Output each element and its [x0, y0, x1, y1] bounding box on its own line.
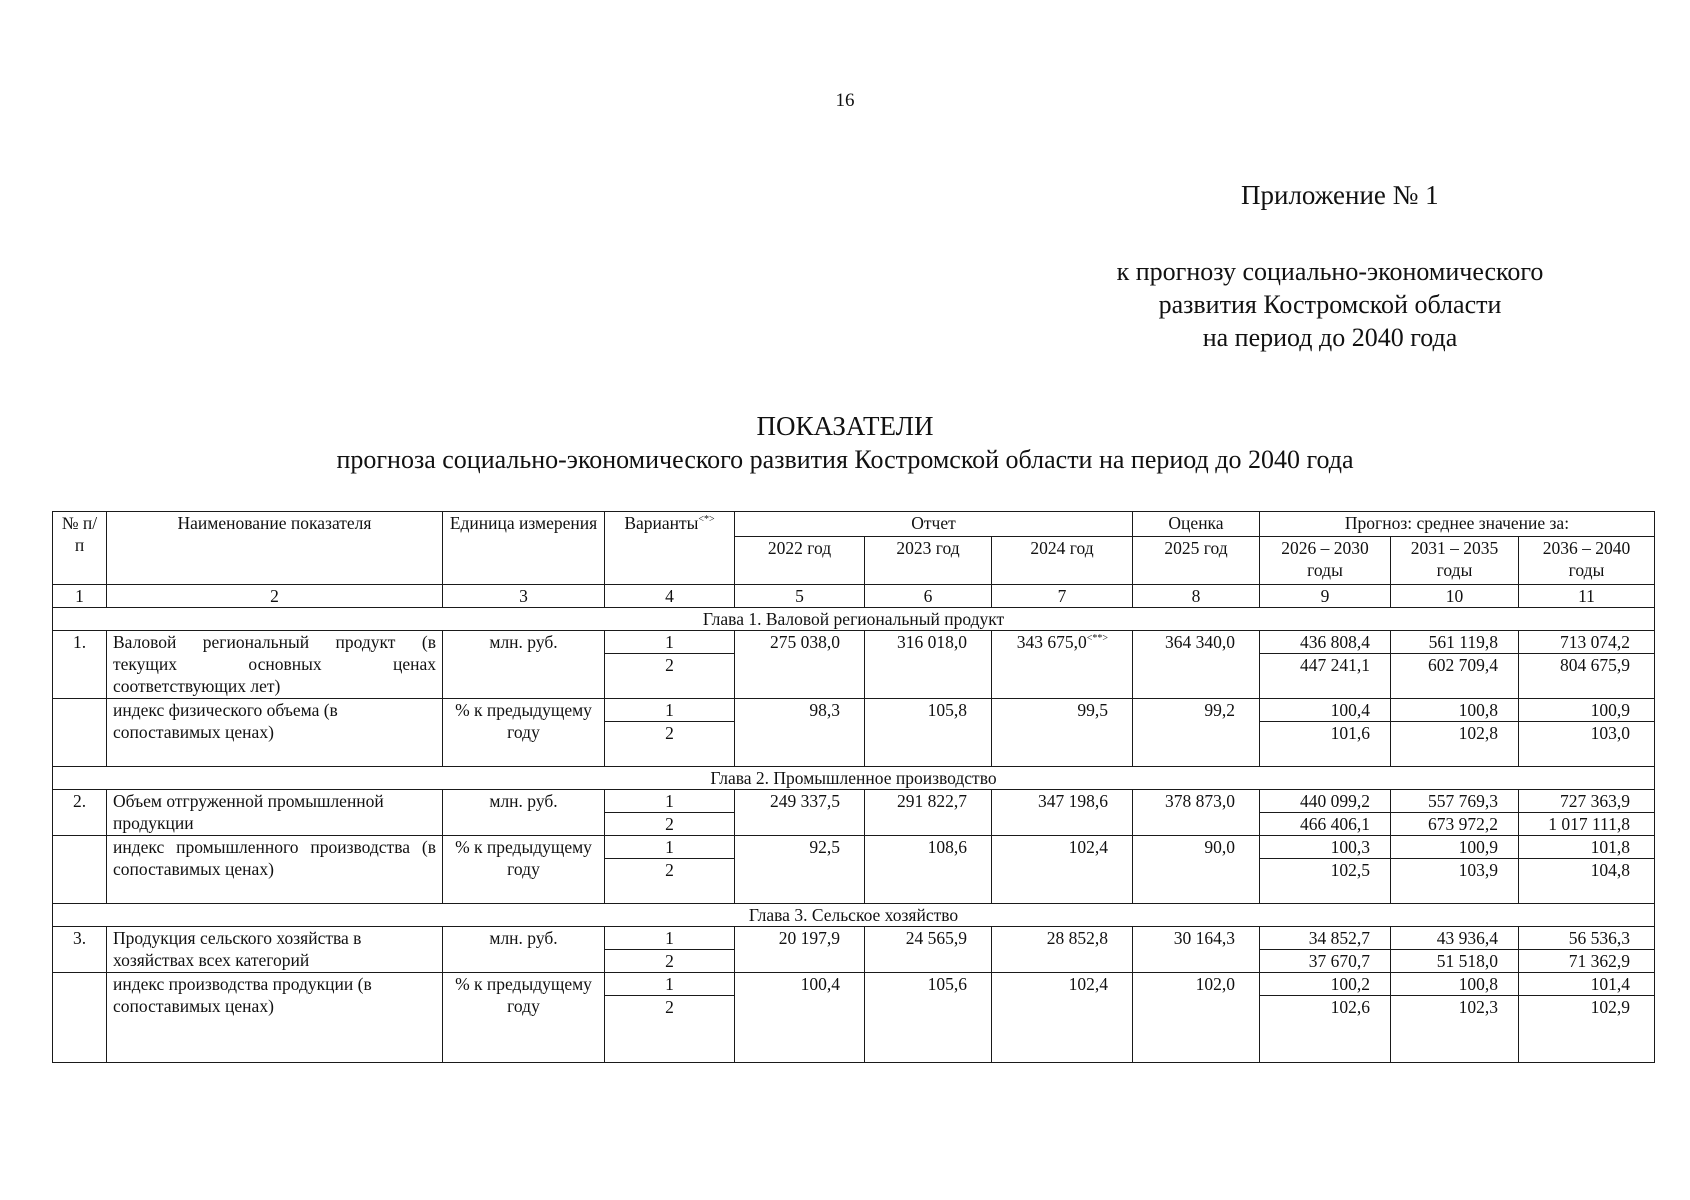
forecast-value: 103,0 [1519, 722, 1655, 767]
variant-number: 2 [605, 859, 735, 904]
indicator-row [53, 836, 1655, 859]
report-value-text: 102,4 [1068, 837, 1108, 857]
forecast-value: 101,8 [1519, 836, 1655, 859]
report-value-text: 92,5 [809, 837, 840, 857]
indicator-row [53, 699, 1655, 722]
forecast-value: 561 119,8 [1391, 631, 1519, 654]
forecast-value: 804 675,9 [1519, 654, 1655, 699]
estimate-value: 102,0 [1133, 973, 1260, 1063]
header-row [53, 512, 1655, 537]
forecast-value: 102,6 [1260, 996, 1391, 1063]
chapter-row [53, 608, 1655, 631]
report-value [992, 631, 1133, 699]
forecast-value: 557 769,3 [1391, 790, 1519, 813]
forecast-value: 100,4 [1260, 699, 1391, 722]
report-value [865, 699, 992, 767]
report-value [735, 973, 865, 1063]
header-forecast: Прогноз: среднее значение за: [1260, 512, 1655, 537]
header-period: 2026 – 2030 годы [1260, 536, 1391, 584]
report-value [992, 927, 1133, 973]
forecast-value: 102,9 [1519, 996, 1655, 1063]
forecast-value: 34 852,7 [1260, 927, 1391, 950]
indicator-number: 2. [53, 790, 107, 836]
variant-number: 2 [605, 950, 735, 973]
report-value-text: 20 197,9 [778, 928, 840, 948]
document-subtitle: прогноза социально-экономического развития Костромской области на период до 2040 года [336, 445, 1354, 474]
report-value-text: 24 565,9 [905, 928, 967, 948]
report-value [865, 836, 992, 904]
estimate-value: 378 873,0 [1133, 790, 1260, 836]
indicator-unit: % к предыдущему году [443, 836, 605, 904]
report-value-text: 249 337,5 [770, 791, 840, 811]
indicator-name: Валовой региональный продукт (в текущих основных ценах соответствующих лет) [107, 631, 443, 699]
variant-number: 2 [605, 722, 735, 767]
indicator-unit: млн. руб. [443, 631, 605, 699]
forecast-value: 51 518,0 [1391, 950, 1519, 973]
variant-number: 1 [605, 699, 735, 722]
report-value [865, 631, 992, 699]
forecast-value: 102,8 [1391, 722, 1519, 767]
variant-number: 1 [605, 631, 735, 654]
header-period: 2036 – 2040 годы [1519, 536, 1655, 584]
variant-number: 1 [605, 927, 735, 950]
report-value-text: 347 198,6 [1038, 791, 1108, 811]
forecast-value: 56 536,3 [1519, 927, 1655, 950]
indicator-number: 1. [53, 631, 107, 699]
report-value-text: 108,6 [927, 837, 967, 857]
report-value-text: 105,8 [927, 700, 967, 720]
column-number-row [53, 585, 1655, 608]
forecast-value: 102,5 [1260, 859, 1391, 904]
report-value [735, 631, 865, 699]
document-title: ПОКАЗАТЕЛИ [756, 411, 934, 441]
indicator-row [53, 790, 1655, 813]
estimate-value: 30 164,3 [1133, 927, 1260, 973]
indicator-name: индекс физического объема (в сопоставимых ценах) [107, 699, 443, 767]
report-value [735, 927, 865, 973]
variant-number: 1 [605, 790, 735, 813]
column-number: 6 [865, 585, 992, 608]
column-number: 2 [107, 585, 443, 608]
forecast-value: 37 670,7 [1260, 950, 1391, 973]
variant-number: 1 [605, 973, 735, 996]
report-value-text: 28 852,8 [1046, 928, 1108, 948]
forecast-value: 100,3 [1260, 836, 1391, 859]
indicator-number [53, 836, 107, 904]
forecast-value: 101,6 [1260, 722, 1391, 767]
header-num: № п/п [53, 512, 107, 585]
report-value-text: 275 038,0 [770, 632, 840, 652]
indicator-number: 3. [53, 927, 107, 973]
header-variants-label: Варианты [624, 513, 699, 533]
forecast-value: 103,9 [1391, 859, 1519, 904]
indicator-name: индекс производства продукции (в сопоставимых ценах) [107, 973, 443, 1063]
variant-number: 1 [605, 836, 735, 859]
column-number: 3 [443, 585, 605, 608]
forecast-value: 713 074,2 [1519, 631, 1655, 654]
indicator-number [53, 973, 107, 1063]
forecast-value: 100,8 [1391, 699, 1519, 722]
estimate-value: 364 340,0 [1133, 631, 1260, 699]
chapter-row [53, 904, 1655, 927]
chapter-title: Глава 1. Валовой региональный продукт [53, 608, 1655, 631]
indicator-unit: млн. руб. [443, 790, 605, 836]
forecast-value: 1 017 111,8 [1519, 813, 1655, 836]
column-number: 5 [735, 585, 865, 608]
column-number: 10 [1391, 585, 1519, 608]
column-number: 8 [1133, 585, 1260, 608]
forecast-value: 71 362,9 [1519, 950, 1655, 973]
chapter-title: Глава 2. Промышленное производство [53, 767, 1655, 790]
column-number: 1 [53, 585, 107, 608]
indicator-name: индекс промышленного производства (в сопоставимых ценах) [107, 836, 443, 904]
report-value [735, 836, 865, 904]
forecast-value: 100,2 [1260, 973, 1391, 996]
forecast-value: 466 406,1 [1260, 813, 1391, 836]
report-value-text: 343 675,0 [1016, 632, 1087, 652]
estimate-value: 90,0 [1133, 836, 1260, 904]
report-value [865, 973, 992, 1063]
report-value [992, 699, 1133, 767]
page-number: 16 [835, 90, 855, 111]
indicator-number [53, 699, 107, 767]
forecast-value: 100,9 [1391, 836, 1519, 859]
report-value-text: 105,6 [927, 974, 967, 994]
report-value [865, 927, 992, 973]
appendix-subtitle-line: развития Костромской области [1158, 290, 1502, 319]
variant-number: 2 [605, 654, 735, 699]
indicator-row [53, 973, 1655, 996]
report-value [992, 836, 1133, 904]
column-number: 4 [605, 585, 735, 608]
variant-number: 2 [605, 813, 735, 836]
header-variants [605, 512, 735, 585]
forecast-value: 100,9 [1519, 699, 1655, 722]
appendix-subtitle [1080, 255, 1580, 354]
forecast-value: 602 709,4 [1391, 654, 1519, 699]
header-period: 2031 – 2035 годы [1391, 536, 1519, 584]
report-value-text: 98,3 [809, 700, 840, 720]
forecast-value: 727 363,9 [1519, 790, 1655, 813]
indicator-name: Объем отгруженной промышленной продукции [107, 790, 443, 836]
variant-number: 2 [605, 996, 735, 1063]
header-estimate: Оценка [1133, 512, 1260, 537]
column-number: 11 [1519, 585, 1655, 608]
header-year: 2024 год [992, 536, 1133, 584]
indicator-name: Продукция сельского хозяйства в хозяйствах всех категорий [107, 927, 443, 973]
header-report: Отчет [735, 512, 1133, 537]
chapter-title: Глава 3. Сельское хозяйство [53, 904, 1655, 927]
footnote-marker: <**> [1086, 633, 1108, 645]
forecast-value: 673 972,2 [1391, 813, 1519, 836]
header-year: 2023 год [865, 536, 992, 584]
forecast-value: 447 241,1 [1260, 654, 1391, 699]
column-number: 9 [1260, 585, 1391, 608]
estimate-value: 99,2 [1133, 699, 1260, 767]
forecast-value: 102,3 [1391, 996, 1519, 1063]
forecast-value: 104,8 [1519, 859, 1655, 904]
indicator-row [53, 631, 1655, 654]
report-value-text: 99,5 [1077, 700, 1108, 720]
column-number: 7 [992, 585, 1133, 608]
report-value [735, 699, 865, 767]
forecast-value: 43 936,4 [1391, 927, 1519, 950]
report-value-text: 316 018,0 [897, 632, 967, 652]
report-value [992, 790, 1133, 836]
indicator-row [53, 927, 1655, 950]
forecast-table [52, 511, 1655, 1063]
forecast-value: 100,8 [1391, 973, 1519, 996]
report-value [992, 973, 1133, 1063]
indicator-unit: % к предыдущему году [443, 699, 605, 767]
footnote-marker: <*> [698, 514, 715, 526]
report-value [865, 790, 992, 836]
report-value-text: 102,4 [1068, 974, 1108, 994]
indicator-unit: млн. руб. [443, 927, 605, 973]
chapter-row [53, 767, 1655, 790]
report-value [735, 790, 865, 836]
appendix-subtitle-line: на период до 2040 года [1202, 323, 1458, 352]
header-unit: Единица измерения [443, 512, 605, 585]
header-name: Наименование показателя [107, 512, 443, 585]
report-value-text: 100,4 [800, 974, 840, 994]
forecast-value: 436 808,4 [1260, 631, 1391, 654]
header-year: 2022 год [735, 536, 865, 584]
report-value-text: 291 822,7 [897, 791, 967, 811]
appendix-title: Приложение № 1 [1241, 180, 1439, 210]
appendix-subtitle-line: к прогнозу социально-экономического [1116, 257, 1544, 286]
forecast-value: 440 099,2 [1260, 790, 1391, 813]
forecast-value: 101,4 [1519, 973, 1655, 996]
header-year: 2025 год [1133, 536, 1260, 584]
indicator-unit: % к предыдущему году [443, 973, 605, 1063]
